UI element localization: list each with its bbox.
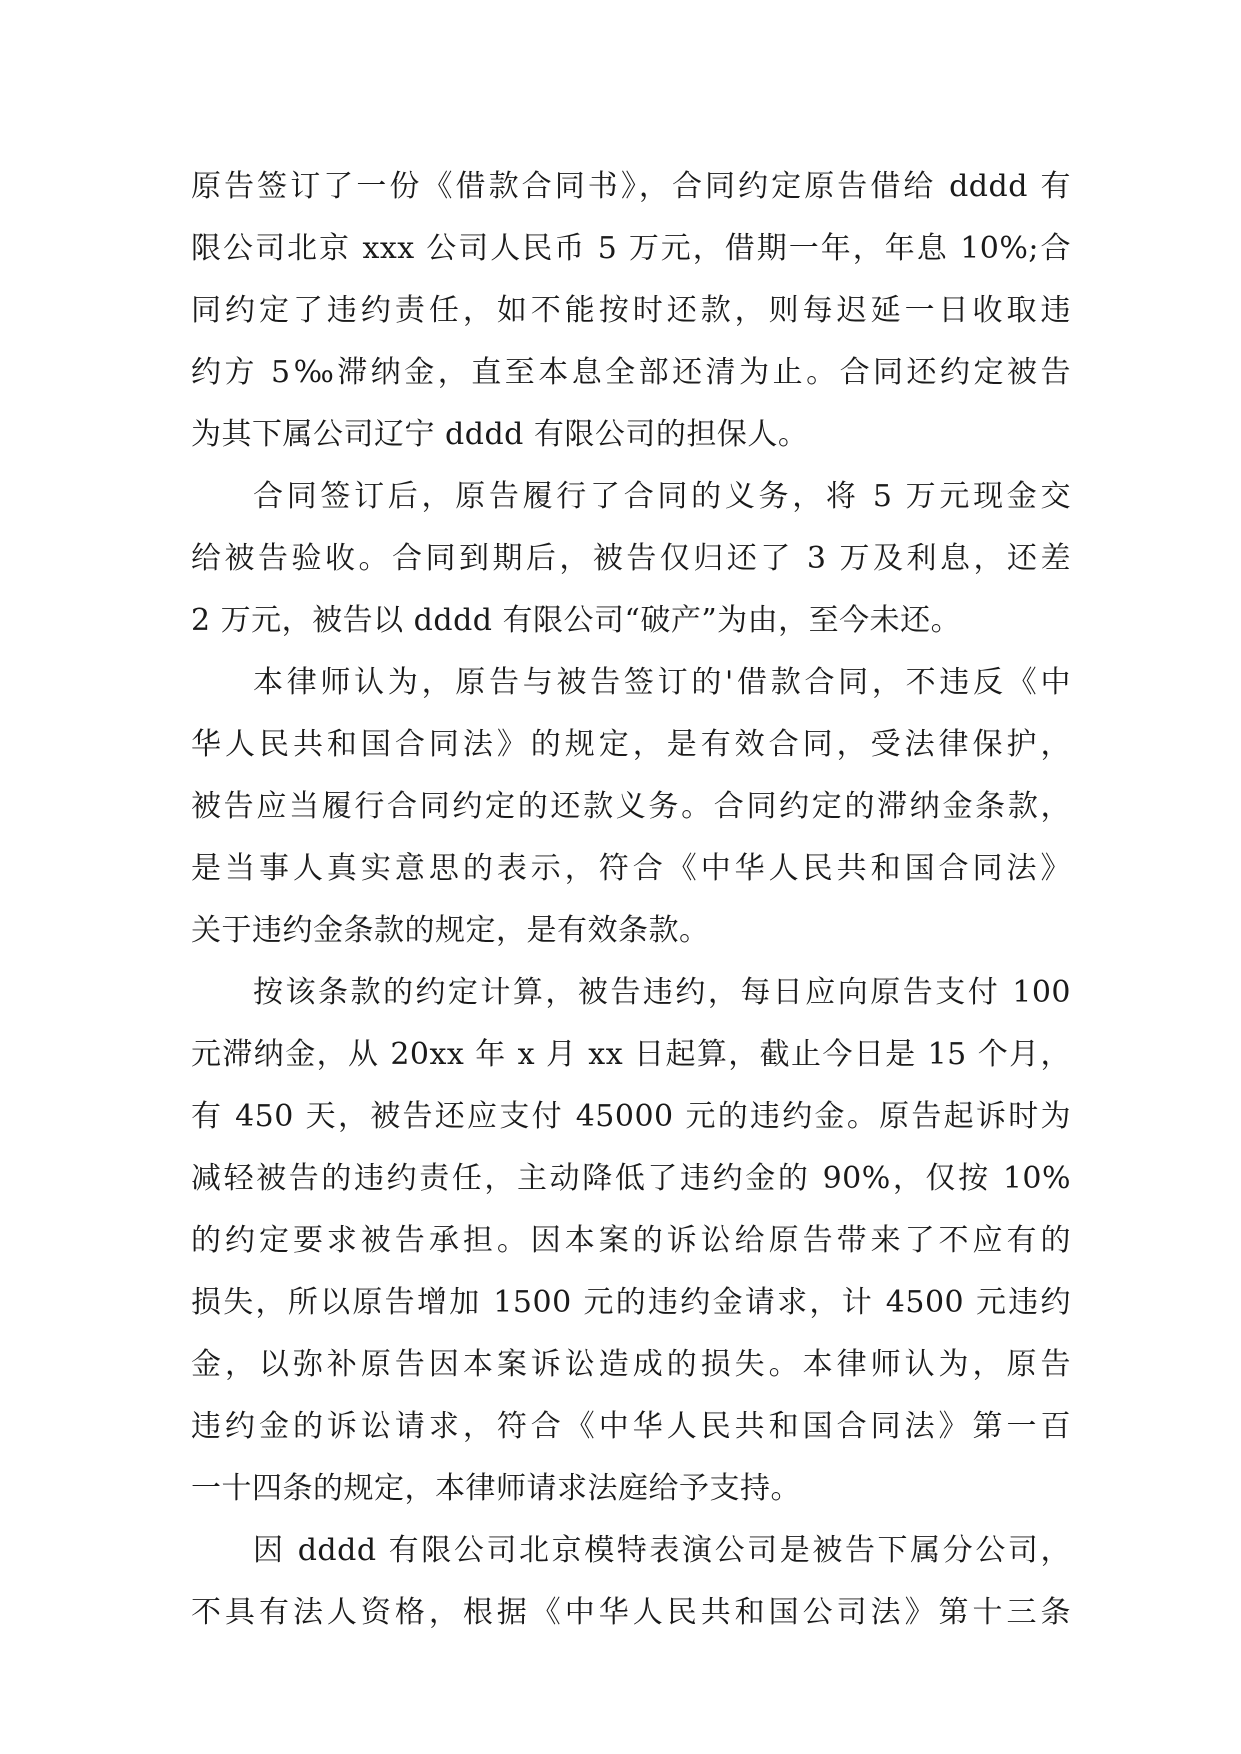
document-body: [191, 156, 1071, 1644]
paragraph-line: 关于违约金条款的规定，是有效条款。: [191, 913, 710, 948]
paragraph-1: [191, 156, 1071, 466]
paragraph-line: 按该条款的约定计算，被告违约，每日应向原告支付 100: [253, 975, 1071, 1010]
paragraph-line: 不具有法人资格，根据《中华人民共和国公司法》第十三条: [191, 1595, 1071, 1630]
paragraph-line: 有 450 天，被告还应支付 45000 元的违约金。原告起诉时为: [191, 1099, 1071, 1134]
paragraph-line: 被告应当履行合同约定的还款义务。合同约定的滞纳金条款，: [191, 789, 1071, 824]
paragraph-line: 约方 5‰滞纳金，直至本息全部还清为止。合同还约定被告: [191, 355, 1071, 390]
paragraph-line: 金，以弥补原告因本案诉讼造成的损失。本律师认为，原告: [191, 1347, 1071, 1382]
paragraph-line: 本律师认为，原告与被告签订的'借款合同，不违反《中: [253, 665, 1071, 700]
paragraph-line: 元滞纳金，从 20xx 年 x 月 xx 日起算，截止今日是 15 个月，: [191, 1037, 1071, 1072]
paragraph-3: [191, 652, 1071, 962]
paragraph-line: 合同签订后，原告履行了合同的义务，将 5 万元现金交: [253, 479, 1071, 514]
paragraph-line: 减轻被告的违约责任，主动降低了违约金的 90%，仅按 10%: [191, 1161, 1071, 1196]
paragraph-line: 限公司北京 xxx 公司人民币 5 万元，借期一年，年息 10%;合: [191, 231, 1071, 266]
paragraph-2: [191, 466, 1071, 652]
paragraph-line: 的约定要求被告承担。因本案的诉讼给原告带来了不应有的: [191, 1223, 1071, 1258]
paragraph-line: 损失，所以原告增加 1500 元的违约金请求，计 4500 元违约: [191, 1285, 1071, 1320]
paragraph-line: 违约金的诉讼请求，符合《中华人民共和国合同法》第一百: [191, 1409, 1071, 1444]
paragraph-line: 为其下属公司辽宁 dddd 有限公司的担保人。: [191, 417, 809, 452]
paragraph-line: 一十四条的规定，本律师请求法庭给予支持。: [191, 1471, 801, 1506]
paragraph-5: [191, 1520, 1071, 1644]
paragraph-line: 2 万元，被告以 dddd 有限公司“破产”为由，至今未还。: [191, 603, 962, 638]
paragraph-line: 给被告验收。合同到期后，被告仅归还了 3 万及利息，还差: [191, 541, 1071, 576]
paragraph-line: 因 dddd 有限公司北京模特表演公司是被告下属分公司，: [253, 1533, 1071, 1568]
paragraph-line: 是当事人真实意思的表示，符合《中华人民共和国合同法》: [191, 851, 1071, 886]
paragraph-4: [191, 962, 1071, 1520]
paragraph-line: 华人民共和国合同法》的规定，是有效合同，受法律保护，: [191, 727, 1071, 762]
paragraph-line: 原告签订了一份《借款合同书》，合同约定原告借给 dddd 有: [191, 169, 1071, 204]
paragraph-line: 同约定了违约责任，如不能按时还款，则每迟延一日收取违: [191, 293, 1071, 328]
